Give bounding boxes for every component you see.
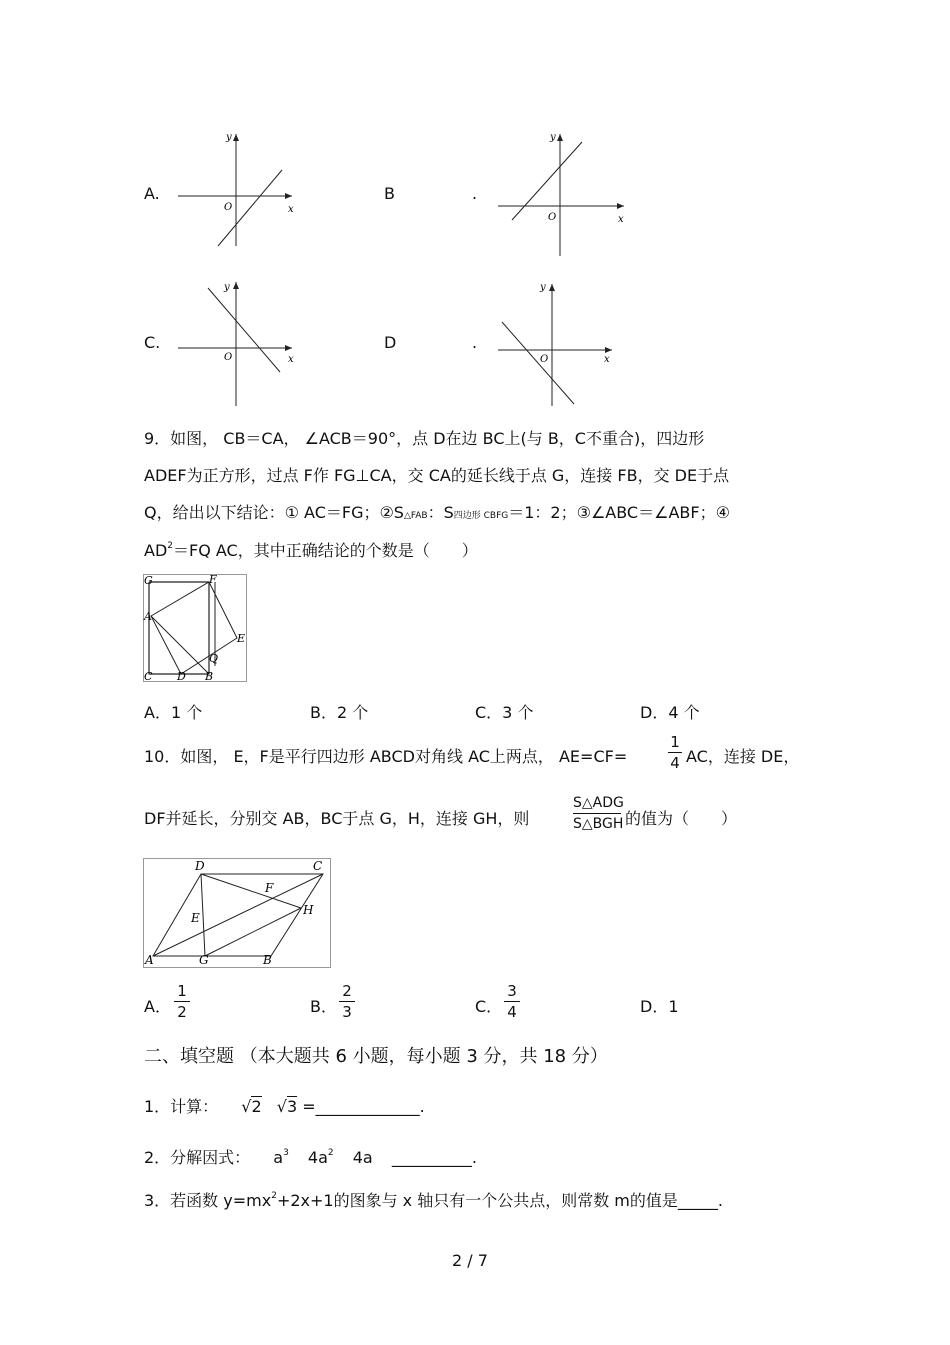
fill-q2-term-a: a [273,1148,284,1167]
q10-ratio [573,794,624,833]
q9-line-3-e: ＝1：2；③∠ABC＝∠ABF；④ [508,503,730,522]
fill-q3-exp: 2 [271,1191,277,1201]
fill-q1-answer-blank: =_____________. [302,1097,425,1116]
q10-fig-label-f: F [265,881,274,895]
q8-option-d-label: D [384,333,397,352]
q8-a-axis-x: x [288,204,294,215]
fill-q3-a: 3．若函数 y=mx [144,1191,272,1210]
q9-line-4 [144,538,478,561]
q9-option-d: D．4 个 [640,703,700,722]
q9-option-b: B．2 个 [310,703,369,722]
q8-option-b-dot: . [472,184,478,203]
q10-line-1-frac-bar [668,752,682,753]
q9-fig-label-f: F [209,574,217,586]
q8-a-axis-y: y [226,132,232,143]
q8-graph-d [492,278,622,408]
q10-option-b-label: B． [310,997,337,1016]
q10-option-a-fraction [174,982,190,1021]
q10-option-c-num: 3 [507,982,517,1000]
q8-option-d-dot: . [472,333,478,352]
fill-q1-sqrt-2: √2 [241,1097,262,1116]
fill-q1-sqrt-3: √3 [276,1097,298,1116]
q9-fig-label-a: A [144,610,152,623]
fill-q3 [144,1188,723,1211]
q9-option-c: C．3 个 [475,703,534,722]
q10-fig-label-g: G [199,953,209,967]
q10-option-b-bar [339,1001,355,1002]
q10-option-b-den: 3 [342,1003,352,1021]
q8-graph-b [492,128,632,258]
fill-q1 [144,1094,425,1117]
q10-figure [143,858,331,968]
section-2-title: 二、填空题 （本大题共 6 小题，每小题 3 分，共 18 分） [144,1046,608,1067]
q8-b-axis-y: y [550,132,556,143]
q8-c-axis-x: x [288,354,294,365]
q10-option-c-fraction [504,982,520,1021]
fill-q2-term-4a: 4a [307,1148,328,1167]
q10-line-1-fraction [668,733,682,772]
q9-line-3-d: 四边形 CBFG [453,511,509,521]
q9-fig-label-c: C [144,670,153,682]
fill-q3-c: +2x+1的图象与 x 轴只有一个公共点，则常数 m的值是_____. [276,1191,723,1210]
q10-line-1 [144,744,627,767]
fill-q2-exp-3: 3 [283,1148,289,1158]
q10-option-c-bar [504,1001,520,1002]
q10-option-c-label: C． [475,997,503,1016]
q8-option-a-label: A. [144,184,160,203]
q9-line-4-c: ＝FQ AC，其中正确结论的个数是（ ） [173,541,478,560]
fill-q2-exp-2: 2 [327,1148,334,1158]
q9-option-a: A．1 个 [144,703,203,722]
fill-q1-prefix: 1．计算： [144,1097,219,1116]
q8-a-origin: O [224,202,233,213]
q9-line-1: 9．如图， CB＝CA， ∠ACB＝90°，点 D在边 BC上(与 B，C不重合)，四边形 [144,429,705,448]
fill-q2 [144,1145,477,1168]
q10-fig-label-c: C [313,859,323,873]
fill-q2-answer-blank: __________. [391,1148,477,1167]
q9-line-4-a: AD [144,541,168,560]
q10-line-2: DF并延长，分别交 AB，BC于点 G，H，连接 GH，则 [144,809,530,828]
q9-line-3 [144,500,730,523]
q9-line-4-sup: 2 [167,541,173,551]
q8-graph-a [170,128,300,248]
q10-fig-label-h: H [303,903,314,917]
q8-d-axis-y: y [540,282,546,293]
q8-c-origin: O [224,352,233,363]
q10-fig-label-d: D [195,859,205,873]
q10-option-d-label: D．1 [640,997,679,1016]
q10-line-1-end: AC，连接 DE， [686,747,800,766]
q9-line-3-b: △FAB [403,511,428,521]
q9-figure [143,574,247,682]
q10-line-2-end: 的值为（ ） [625,809,738,828]
q10-fig-label-a: A [145,953,154,967]
q8-d-origin: O [540,354,549,365]
q9-line-3-a: Q，给出以下结论：① AC＝FG；②S [144,503,404,522]
q10-ratio-bar [573,813,621,814]
q9-fig-label-q: Q [209,652,219,665]
q10-line-1-frac-den: 4 [670,754,680,772]
q9-fig-label-g: G [144,574,153,587]
q8-d-axis-x: x [604,354,610,365]
q10-line-1-frac-num: 1 [670,733,680,751]
q8-c-axis-y: y [224,282,230,293]
q10-option-b-num: 2 [342,982,352,1000]
q10-ratio-num: S△ADG [573,795,624,811]
q9-fig-label-b: B [205,670,214,682]
q8-graph-c [170,278,300,408]
q9-fig-label-d: D [177,670,186,682]
q9-line-3-c: ：S [427,503,454,522]
q10-option-a-den: 2 [177,1003,187,1021]
q10-fig-label-b: B [263,953,272,967]
page-number: 2 / 7 [452,1251,488,1270]
q10-option-a-num: 1 [177,982,187,1000]
q8-b-axis-x: x [618,214,624,225]
q8-b-origin: O [548,212,557,223]
q10-ratio-den: S△BGH [573,816,624,832]
q10-option-b-fraction [339,982,355,1021]
q10-line-1-text: 10．如图， E，F是平行四边形 ABCD对角线 AC上两点， AE=CF= [144,747,628,766]
q8-option-c-label: C. [144,333,161,352]
q10-option-c-den: 4 [507,1003,517,1021]
q10-option-a-bar [174,1001,190,1002]
q10-option-a-label: A． [144,997,171,1016]
q8-option-b-label: B [384,184,395,203]
fill-q2-term-4a-2: 4a [352,1148,373,1167]
q10-fig-label-e: E [191,911,200,925]
q9-fig-label-e: E [237,632,246,645]
q9-line-2: ADEF为正方形，过点 F作 FG⊥CA，交 CA的延长线于点 G，连接 FB，交 DE于点 [144,466,730,485]
fill-q2-prefix: 2．分解因式： [144,1148,251,1167]
